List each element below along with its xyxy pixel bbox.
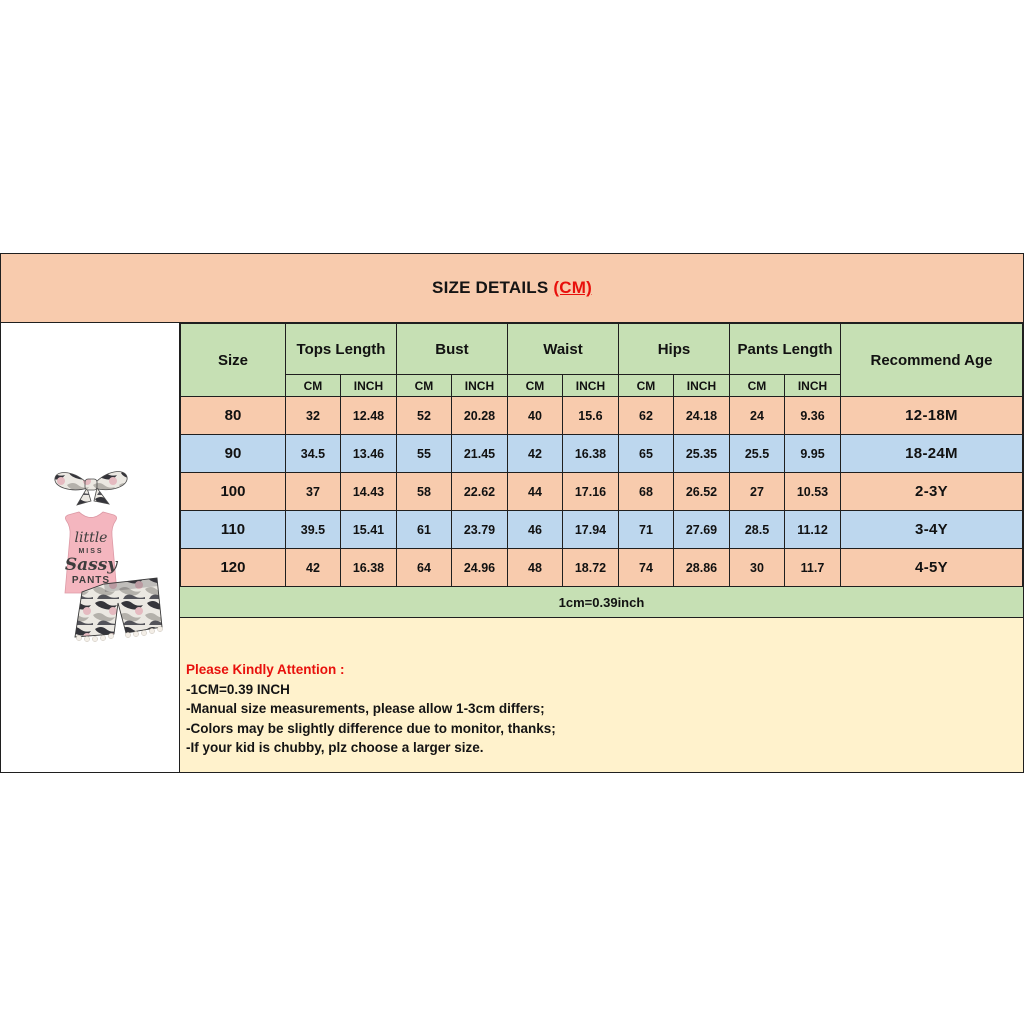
- measurement-cell: 74: [618, 549, 673, 587]
- measurement-cell: 18.72: [562, 549, 618, 587]
- title-text: SIZE DETAILS: [432, 278, 549, 297]
- measurement-cell: 11.7: [784, 549, 840, 587]
- size-details-title: [1, 254, 1023, 323]
- measurement-cell: 24: [729, 397, 784, 435]
- camo-bow-icon: [55, 472, 127, 505]
- product-outfit-image: [15, 443, 167, 655]
- measurement-cell: 9.95: [784, 435, 840, 473]
- note-line: -1CM=0.39 INCH: [185, 681, 290, 697]
- recommend-age-cell: 12-18M: [841, 397, 1023, 435]
- measurement-cell: 64: [396, 549, 451, 587]
- size-row-100: [180, 473, 1022, 511]
- recommend-age-cell: 2-3Y: [841, 473, 1023, 511]
- col-header-recommend-age: Recommend Age: [841, 324, 1023, 397]
- recommend-age-cell: 18-24M: [841, 435, 1023, 473]
- shirt-text-pants: PANTS: [71, 575, 111, 586]
- measurement-cell: 61: [396, 511, 451, 549]
- size-cell: 110: [180, 511, 285, 549]
- note-line: -If your kid is chubby, plz choose a larger size.: [185, 740, 484, 755]
- size-cell: 90: [180, 435, 285, 473]
- measurement-cell: 28.5: [729, 511, 784, 549]
- unit-header-cm: CM: [285, 375, 340, 397]
- measurement-cell: 44: [507, 473, 562, 511]
- size-row-120: [180, 549, 1022, 587]
- measurement-cell: 39.5: [285, 511, 340, 549]
- measurement-cell: 13.46: [340, 435, 396, 473]
- measurement-cell: 15.41: [340, 511, 396, 549]
- measurement-cell: 48: [507, 549, 562, 587]
- title-unit-cm: (CM): [553, 278, 592, 297]
- note-line: -Manual size measurements, please allow 1-3cm differs;: [185, 701, 545, 716]
- size-chart-sheet: [0, 253, 1024, 773]
- unit-header-cm: CM: [729, 375, 784, 397]
- measurement-cell: 58: [396, 473, 451, 511]
- measurement-cell: 16.38: [562, 435, 618, 473]
- measurement-cell: 16.38: [340, 549, 396, 587]
- unit-header-inch: INCH: [673, 375, 729, 397]
- size-cell: 100: [180, 473, 285, 511]
- col-header-hips: Hips: [618, 324, 729, 375]
- unit-header-inch: INCH: [784, 375, 840, 397]
- measurement-cell: 55: [396, 435, 451, 473]
- unit-header-cm: CM: [618, 375, 673, 397]
- unit-header-inch: INCH: [451, 375, 507, 397]
- size-table: [180, 323, 1023, 587]
- unit-header-inch: INCH: [562, 375, 618, 397]
- shirt-text-little: little: [74, 530, 108, 546]
- measurement-cell: 15.6: [562, 397, 618, 435]
- size-cell: 120: [180, 549, 285, 587]
- measurement-cell: 65: [618, 435, 673, 473]
- attention-notes: [180, 618, 1023, 772]
- sheet-body: [1, 323, 1023, 772]
- col-header-waist: Waist: [507, 324, 618, 375]
- measurement-cell: 27: [729, 473, 784, 511]
- size-row-80: [180, 397, 1022, 435]
- measurement-cell: 21.45: [451, 435, 507, 473]
- measurement-cell: 71: [618, 511, 673, 549]
- measurement-cell: 26.52: [673, 473, 729, 511]
- measurement-cell: 10.53: [784, 473, 840, 511]
- measurement-cell: 40: [507, 397, 562, 435]
- col-header-bust: Bust: [396, 324, 507, 375]
- measurement-cell: 30: [729, 549, 784, 587]
- measurement-cell: 27.69: [673, 511, 729, 549]
- unit-header-inch: INCH: [340, 375, 396, 397]
- measurement-cell: 52: [396, 397, 451, 435]
- shirt-text-sassy: Sassy: [64, 555, 118, 575]
- measurement-cell: 34.5: [285, 435, 340, 473]
- product-photo-cell: [1, 323, 180, 772]
- measurement-cell: 23.79: [451, 511, 507, 549]
- measurement-cell: 42: [507, 435, 562, 473]
- col-header-pants-length: Pants Length: [729, 324, 840, 375]
- measurement-cell: 20.28: [451, 397, 507, 435]
- note-line: -Colors may be slightly difference due to monitor, thanks;: [185, 720, 556, 736]
- recommend-age-cell: 3-4Y: [841, 511, 1023, 549]
- size-cell: 80: [180, 397, 285, 435]
- recommend-age-cell: 4-5Y: [841, 549, 1023, 587]
- tank-top-graphic: [65, 512, 118, 593]
- measurement-cell: 24.18: [673, 397, 729, 435]
- shirt-text-miss: MISS: [78, 548, 104, 555]
- size-table-area: [180, 323, 1023, 772]
- measurement-cell: 22.62: [451, 473, 507, 511]
- col-header-tops-length: Tops Length: [285, 324, 396, 375]
- measurement-cell: 11.12: [784, 511, 840, 549]
- measurement-cell: 17.16: [562, 473, 618, 511]
- col-header-size: Size: [180, 324, 285, 397]
- measurement-cell: 25.35: [673, 435, 729, 473]
- measurement-cell: 17.94: [562, 511, 618, 549]
- measurement-cell: 14.43: [340, 473, 396, 511]
- measurement-cell: 62: [618, 397, 673, 435]
- size-row-110: [180, 511, 1022, 549]
- size-row-90: [180, 435, 1022, 473]
- measurement-cell: 32: [285, 397, 340, 435]
- measurement-cell: 46: [507, 511, 562, 549]
- unit-header-cm: CM: [396, 375, 451, 397]
- measurement-cell: 12.48: [340, 397, 396, 435]
- unit-header-cm: CM: [507, 375, 562, 397]
- measurement-cell: 37: [285, 473, 340, 511]
- measurement-cell: 28.86: [673, 549, 729, 587]
- measurement-cell: 25.5: [729, 435, 784, 473]
- measurement-cell: 42: [285, 549, 340, 587]
- notes-heading: Please Kindly Attention :: [185, 662, 345, 677]
- measurement-cell: 68: [618, 473, 673, 511]
- conversion-text: 1cm=0.39inch: [558, 594, 645, 610]
- measurement-cell: 24.96: [451, 549, 507, 587]
- cm-inch-conversion-row: [180, 587, 1023, 618]
- measurement-cell: 9.36: [784, 397, 840, 435]
